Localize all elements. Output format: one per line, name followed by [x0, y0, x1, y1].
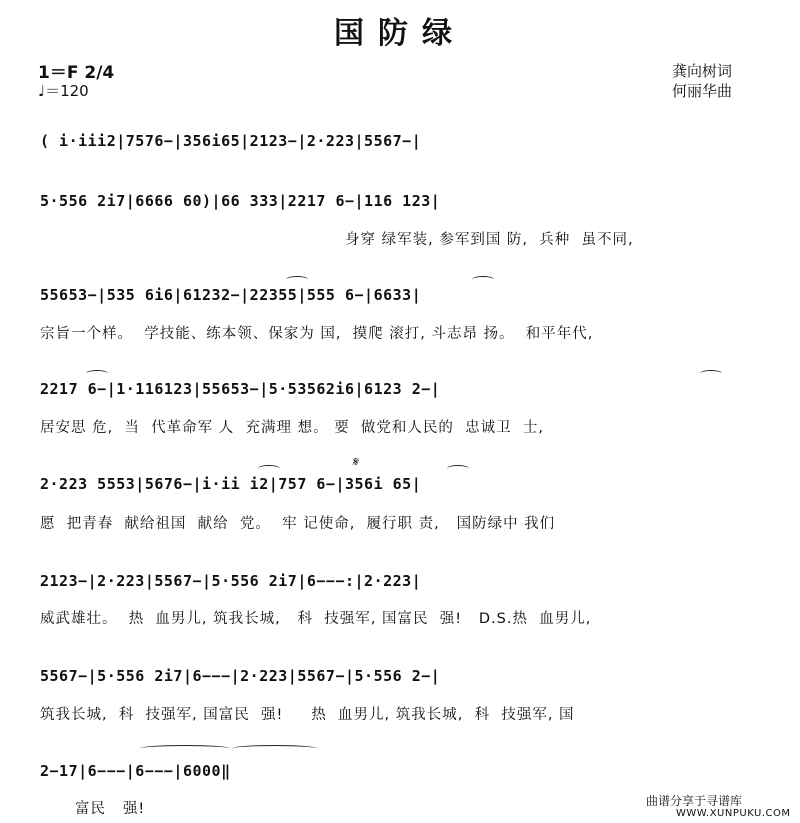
- slur-mark: [86, 370, 108, 377]
- notation-line-2: 5·556 2i7|6666 60)|66 333|2217 6−|116 123|: [40, 192, 441, 210]
- slur-mark: [286, 276, 308, 283]
- lyric-line-5: 愿 把青春 献给祖国 献给 党。 牢 记使命, 履行职 责, 国防绿中 我们: [40, 516, 556, 532]
- watermark-site-name: 曲谱分享于寻谱库: [646, 794, 743, 808]
- notation-line-1: ( i·iii2|7576−|356i65|2123−|2·223|5567−|: [40, 132, 422, 150]
- lyric-line-4: 居安思 危, 当 代革命军 人 充满理 想。 要 做党和人民的 忠诚卫 士,: [40, 420, 544, 436]
- slur-mark: [447, 465, 469, 472]
- slur-mark: [700, 370, 722, 377]
- key-signature: 1＝F 2/4: [38, 63, 115, 83]
- notation-line-3: 55653−|535 6i6|61232−|22355|555 6−|6633|: [40, 286, 422, 304]
- lyric-line-2: 身穿 绿军装, 参军到国 防, 兵种 虽不同,: [345, 232, 634, 248]
- slur-mark: [258, 465, 280, 472]
- lyric-line-6: 威武雄壮。 热 血男儿, 筑我长城, 科 技强军, 国富民 强! D.S.热 血男儿,: [40, 611, 592, 627]
- composer-credit: 何丽华曲: [672, 82, 733, 100]
- tie-mark: [232, 745, 317, 752]
- page-title: 国防绿: [334, 16, 466, 51]
- lyric-line-3: 宗旨一个样。 学技能、练本领、保家为 国, 摸爬 滚打, 斗志昂 扬。 和平年代,: [40, 326, 594, 342]
- notation-line-6: 2123−|2·223|5567−|5·556 2i7|6−−−:|2·223|: [40, 572, 422, 590]
- lyric-line-8: 富民 强!: [75, 801, 146, 817]
- lyric-line-7: 筑我长城, 科 技强军, 国富民 强! 热 血男儿, 筑我长城, 科 技强军, 国: [40, 707, 575, 723]
- watermark-site-url: WWW.XUNPUKU.COM: [676, 808, 791, 819]
- notation-line-7: 5567−|5·556 2i7|6−−−|2·223|5567−|5·556 2−|: [40, 667, 441, 685]
- notation-line-5: 2·223 5553|5676−|i·ii i2|757 6−|356i 65|: [40, 475, 422, 493]
- notation-line-4: 2217 6−|1·116123|55653−|5·53562i6|6123 2−|: [40, 380, 441, 398]
- tie-mark: [140, 745, 230, 752]
- notation-line-8: 2−17|6−−−|6−−−|6000‖: [40, 762, 231, 780]
- slur-mark: [472, 276, 494, 283]
- segno-sign: 𝄋: [352, 455, 358, 470]
- lyricist-credit: 龚向树词: [672, 62, 733, 80]
- tempo-marking: ♩＝120: [38, 82, 89, 100]
